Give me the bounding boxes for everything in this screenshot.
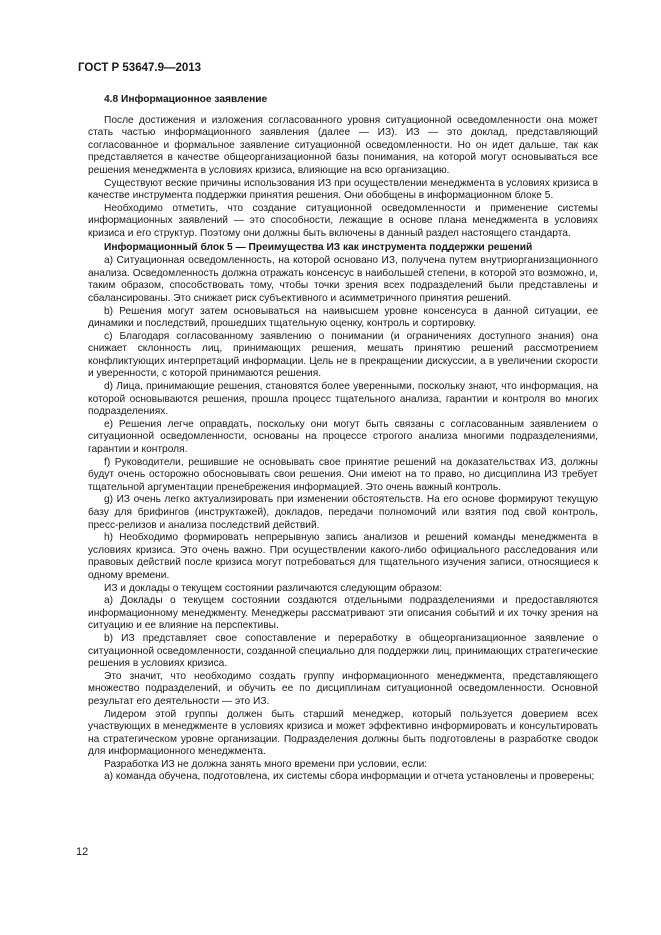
paragraph: Разработка ИЗ не должна занять много времени при условии, если: (104, 758, 428, 770)
paragraph: Существуют веские причины использования ИЗ при осуществлении менеджмента в условиях кризиса в качестве инструмента поддержки принятия решения. Они обобщены в информационном блоке 5. (88, 177, 598, 202)
infoblock-title: Информационный блок 5 — Преимущества ИЗ как инструмента поддержки решений (104, 241, 533, 253)
paragraph: Необходимо отметить, что создание ситуационной осведомленности и применение системы информационных заявлений — это способности, лежащие в основе плана менеджмента в условиях кризиса и его структур. Поэтому они должны быть включены в данный раздел настоящего стандарта. (88, 202, 598, 239)
infoblock-item: a) Ситуационная осведомленность, на которой основано ИЗ, получена путем внутриорганизационного анализа. Осведомленность должна отражать консенсус в наибольшей степени, в которой это возможно, и, таким образом, способствовать тому, чтобы точки зрения всех подразделений были представлены и сбалансированы. Это снижает риск субъективного и асимметричного принятия решений. (88, 255, 598, 304)
infoblock-item: e) Решения легче оправдать, поскольку они могут быть связаны с согласованным заявлением о ситуационной осведомленности, основаны на процессе строгого анализа многими подразделениями, гарантии и контроля. (88, 418, 598, 456)
infoblock-item: h) Необходимо формировать непрерывную запись анализов и решений команды менеджмента в условиях кризиса. Это очень важно. При осуществлении какого-либо официального расследования или правовых действий после кризиса могут потребоваться для тщательного изучения записи, относящиеся к одному времени. (88, 532, 598, 581)
paragraph: Лидером этой группы должен быть старший менеджер, который пользуется доверием всех участвующих в менеджменте в условиях кризиса и может эффективно информировать и консультировать на стратегическом уровне организации. Подразделения должны быть подготовлены в разработке сводок для информационного менеджмента. (88, 708, 598, 758)
list-item: а) команда обучена, подготовлена, их системы сбора информации и отчета установлены и проверены; (104, 771, 595, 783)
paragraph: ИЗ и доклады о текущем состоянии различаются следующим образом: (104, 582, 443, 594)
document-header: ГОСТ Р 53647.9—2013 (78, 62, 202, 74)
infoblock-item: g) ИЗ очень легко актуализировать при изменении обстоятельств. На его основе формируют текущую базу для брифингов (инструктажей), докладов, передачи полномочий или взятия под свой контроль, пресс-релизов и анализа последствий действий. (88, 494, 598, 531)
infoblock-item: c) Благодаря согласованному заявлению о понимании (и ограничениях доступного знания) она снижает склонность лиц, принимающих решения, мешать принятию решений рассмотрением конфликтующих интерпретаций информации. Цель не в прекращении дискуссии, а в увеличении скорости и уверенности, с которой принимаются решения. (88, 330, 598, 380)
list-item: а) Доклады о текущем состоянии создаются отдельными подразделениями и предоставляются информационному менеджменту. Менеджеры рассматривают эти описания событий и их точку зрения на ситуацию и ее влияние на перспективы. (88, 595, 598, 632)
paragraph: Это значит, что необходимо создать группу информационного менеджмента, представляющего множество подразделений, и обучить ее по дисциплинам ситуационной осведомленности. Основной результат его деятельности — это ИЗ. (88, 670, 598, 707)
infoblock-item: b) Решения могут затем основываться на наивысшем уровне консенсуса в данной ситуации, ее динамики и последствий, прошедших тщательную оценку, контроль и сортировку. (88, 305, 598, 330)
page-number: 12 (76, 846, 89, 858)
infoblock-item: d) Лица, принимающие решения, становятся более уверенными, поскольку знают, что информация, на которой основываются решения, прошла процесс тщательного анализа, гарантии и контроля во многих подразделениях. (88, 381, 598, 418)
document-body (88, 94, 598, 784)
section-title: 4.8 Информационное заявление (104, 94, 268, 105)
paragraph: После достижения и изложения согласованного уровня ситуационной осведомленности она может стать частью информационного заявления (далее — ИЗ). ИЗ — это доклад, представляющий согласованное и формальное заявление ситуационной осведомленности. Но он идет дальше, так как представляется в качестве общеорганизационной базы понимания, на которой могут основываться все решения менеджмента в условиях кризиса, влияющие на всю организацию. (88, 114, 598, 176)
infoblock-item: f) Руководители, решившие не основывать свое принятие решений на доказательствах ИЗ, должны будут очень осторожно обосновывать свои решения. Они имеют на то право, но дисциплина ИЗ требует тщательной аргументации пренебрежения информацией. Это очень важный контроль. (88, 456, 598, 493)
list-item: b) ИЗ представляет свое сопоставление и переработку в общеорганизационное заявление о ситуационной осведомленности, созданной специально для поддержки лиц, принимающих стратегические решения в условиях кризиса. (88, 632, 598, 670)
